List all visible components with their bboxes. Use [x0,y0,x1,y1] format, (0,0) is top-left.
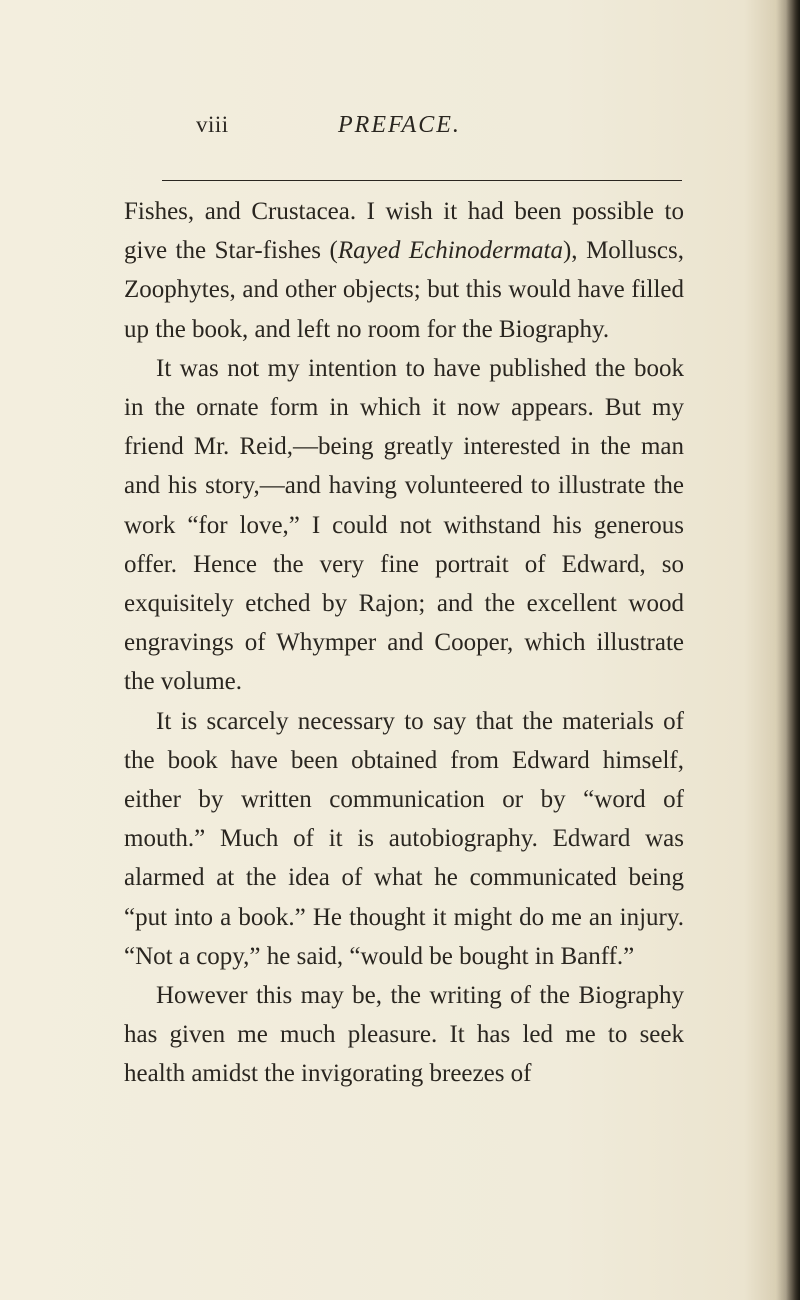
page-header [196,112,686,148]
italic-term: Rayed Echinodermata [337,237,563,265]
body-text [124,192,684,1094]
paragraph: However this may be, the writing of the Biography has given me much pleasure. It has led me to seek health amidst the invigorating breezes of [124,982,684,1088]
paragraph: It was not my intention to have published the book in the ornate form in which it now appears. But my friend Mr. Reid,—being greatly interested in the man and his story,—and having volunteered to illustrate the work “for love,” I could not withstand his generous offer. Hence the very fine portrait of Edward, so exquisitely etched by Rajon; and the excellent wood engravings of Whymper and Cooper, which illustrate the volume. [124,354,684,696]
page-edge-shadow [786,0,800,1300]
page-number: viii [196,112,229,137]
paragraph: It is scarcely necessary to say that the materials of the book have been obtained from Edward himself, either by written communication or by “word of mouth.” Much of it is autobiography. Edward was alarmed at the idea of what he communicated being “put into a book.” He thought it might do me an injury. “Not a copy,” he said, “would be bought in Banff.” [124,707,684,970]
header-rule [162,180,682,181]
paragraph: Fishes, and Crustacea. I wish it had been possible to give the Star-fishes (Rayed Echinodermata), Molluscs, Zoophytes, and other objects; but this would have filled up the book, and left no room for the Biography. [124,198,684,343]
running-head: PREFACE. [338,112,461,138]
